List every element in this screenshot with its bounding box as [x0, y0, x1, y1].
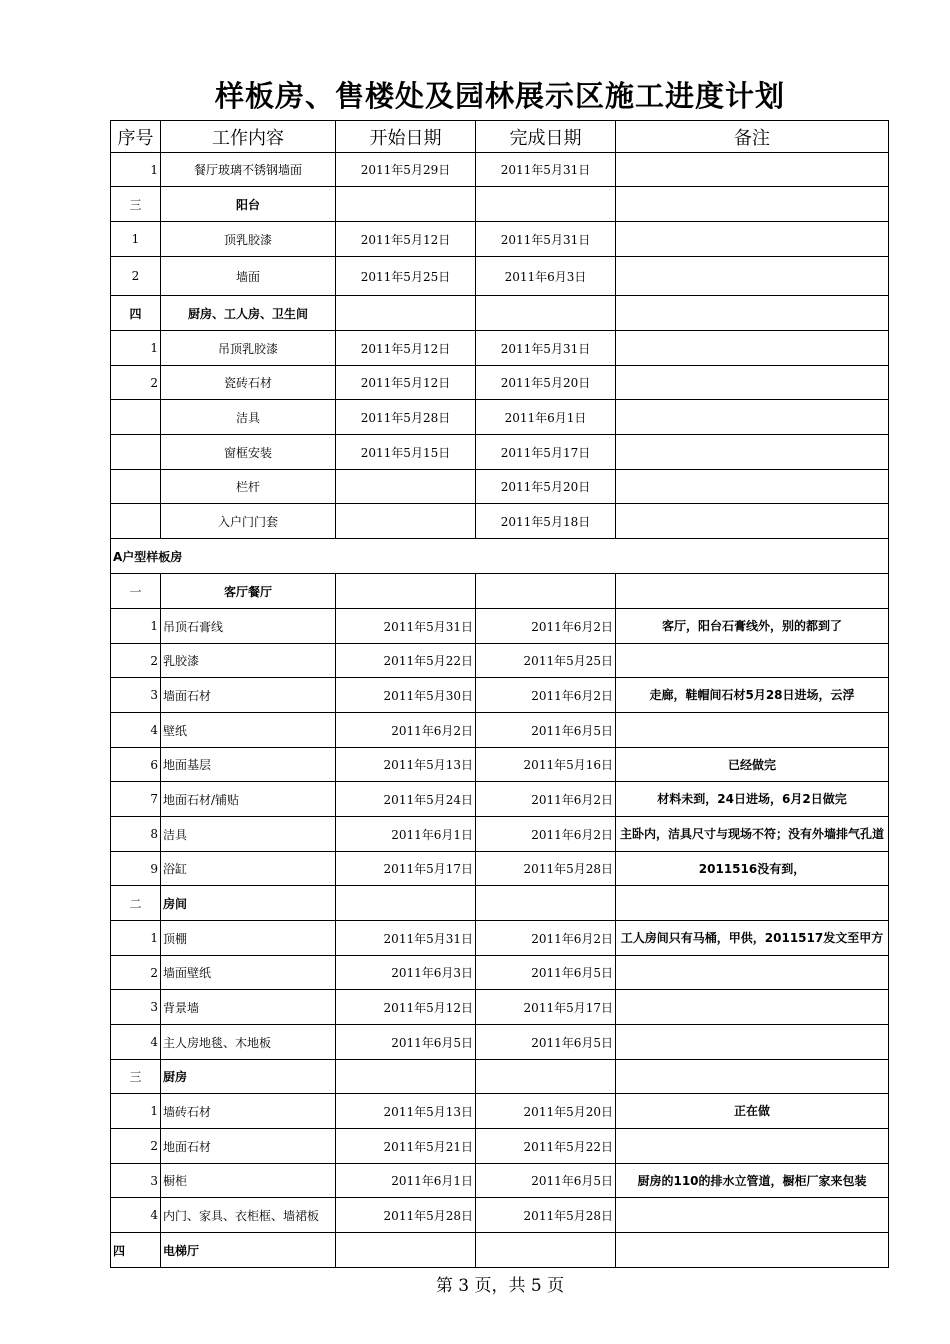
task-name: 餐厅玻璃不锈钢墙面	[161, 153, 336, 187]
start-date: 2011年5月31日	[336, 921, 476, 956]
end-date: 2011年6月2日	[476, 921, 616, 956]
start-date: 2011年5月17日	[336, 852, 476, 886]
start-date	[336, 886, 476, 921]
row-number	[111, 504, 161, 539]
task-name: 地面石材	[161, 1129, 336, 1164]
task-name: 洁具	[161, 817, 336, 852]
group-row	[111, 1233, 889, 1268]
row-number: 四	[111, 1233, 161, 1268]
table-row	[111, 817, 889, 852]
row-number: 6	[111, 748, 161, 782]
note	[616, 331, 889, 366]
start-date	[336, 296, 476, 331]
start-date: 2011年6月5日	[336, 1025, 476, 1060]
task-name: 背景墙	[161, 990, 336, 1025]
end-date: 2011年5月28日	[476, 852, 616, 886]
task-name: 地面石材/铺贴	[161, 782, 336, 817]
note: 2011516没有到，	[616, 852, 889, 886]
note	[616, 257, 889, 296]
task-name: 墙面壁纸	[161, 956, 336, 990]
note: 厨房的110的排水立管道，橱柜厂家来包装	[616, 1164, 889, 1198]
note: 已经做完	[616, 748, 889, 782]
section-label: A户型样板房	[111, 539, 889, 574]
start-date: 2011年5月12日	[336, 990, 476, 1025]
start-date: 2011年5月30日	[336, 678, 476, 713]
table-row	[111, 852, 889, 886]
row-number: 2	[111, 644, 161, 678]
page-footer: 第 3 页，共 5 页	[435, 1276, 565, 1296]
end-date: 2011年6月2日	[476, 678, 616, 713]
group-row	[111, 1060, 889, 1094]
start-date: 2011年5月28日	[336, 1198, 476, 1233]
table-row	[111, 1198, 889, 1233]
task-name: 顶乳胶漆	[161, 222, 336, 257]
task-name: 窗框安装	[161, 435, 336, 470]
note	[616, 886, 889, 921]
row-number: 9	[111, 852, 161, 886]
note: 客厅，阳台石膏线外，别的都到了	[616, 609, 889, 644]
row-number: 1	[111, 1094, 161, 1129]
end-date: 2011年5月20日	[476, 366, 616, 400]
group-row	[111, 187, 889, 222]
end-date: 2011年5月31日	[476, 331, 616, 366]
table-row	[111, 956, 889, 990]
header-task: 工作内容	[161, 121, 336, 153]
table-row	[111, 331, 889, 366]
table-row	[111, 921, 889, 956]
task-name: 墙砖石材	[161, 1094, 336, 1129]
end-date: 2011年5月20日	[476, 470, 616, 504]
task-name: 吊顶石膏线	[161, 609, 336, 644]
note	[616, 400, 889, 435]
start-date	[336, 470, 476, 504]
task-name: 主人房地毯、木地板	[161, 1025, 336, 1060]
note	[616, 1060, 889, 1094]
note	[616, 990, 889, 1025]
table-row	[111, 748, 889, 782]
row-number: 4	[111, 1025, 161, 1060]
schedule-table	[110, 120, 889, 1268]
start-date: 2011年5月31日	[336, 609, 476, 644]
task-name: 栏杆	[161, 470, 336, 504]
end-date: 2011年6月5日	[476, 1025, 616, 1060]
row-number	[111, 400, 161, 435]
end-date: 2011年5月31日	[476, 153, 616, 187]
row-number: 四	[111, 296, 161, 331]
task-name: 墙面石材	[161, 678, 336, 713]
task-name: 乳胶漆	[161, 644, 336, 678]
page-title: 样板房、售楼处及园林展示区施工进度计划	[214, 79, 785, 113]
row-number: 1	[111, 921, 161, 956]
table-row	[111, 435, 889, 470]
start-date	[336, 1233, 476, 1268]
table-row	[111, 1025, 889, 1060]
table-row	[111, 504, 889, 539]
end-date: 2011年5月31日	[476, 222, 616, 257]
note: 工人房间只有马桶，甲供，2011517发文至甲方	[616, 921, 889, 956]
note	[616, 644, 889, 678]
table-row	[111, 1094, 889, 1129]
task-name: 壁纸	[161, 713, 336, 748]
table-row	[111, 644, 889, 678]
table-row	[111, 1129, 889, 1164]
row-number: 1	[111, 153, 161, 187]
row-number: 8	[111, 817, 161, 852]
task-name: 洁具	[161, 400, 336, 435]
group-title: 厨房、工人房、卫生间	[161, 296, 336, 331]
row-number: 1	[111, 609, 161, 644]
row-number: 3	[111, 1164, 161, 1198]
group-title: 房间	[161, 886, 336, 921]
note	[616, 222, 889, 257]
start-date: 2011年6月2日	[336, 713, 476, 748]
end-date: 2011年5月28日	[476, 1198, 616, 1233]
table-row	[111, 257, 889, 296]
note	[616, 153, 889, 187]
task-name: 内门、家具、衣柜框、墙裙板	[161, 1198, 336, 1233]
start-date: 2011年5月13日	[336, 748, 476, 782]
note	[616, 504, 889, 539]
start-date: 2011年5月25日	[336, 257, 476, 296]
note	[616, 296, 889, 331]
group-title: 厨房	[161, 1060, 336, 1094]
header-note: 备注	[616, 121, 889, 153]
table-row	[111, 609, 889, 644]
end-date: 2011年6月2日	[476, 817, 616, 852]
end-date: 2011年5月16日	[476, 748, 616, 782]
end-date: 2011年6月2日	[476, 782, 616, 817]
start-date: 2011年5月21日	[336, 1129, 476, 1164]
row-number: 4	[111, 1198, 161, 1233]
header-start: 开始日期	[336, 121, 476, 153]
task-name: 顶棚	[161, 921, 336, 956]
table-row	[111, 153, 889, 187]
note	[616, 1233, 889, 1268]
note: 主卧内，洁具尺寸与现场不符；没有外墙排气孔道	[616, 817, 889, 852]
group-row	[111, 574, 889, 609]
table-header-row	[111, 121, 889, 153]
end-date	[476, 187, 616, 222]
group-title: 阳台	[161, 187, 336, 222]
start-date: 2011年5月12日	[336, 222, 476, 257]
row-number	[111, 470, 161, 504]
task-name: 入户门门套	[161, 504, 336, 539]
row-number: 3	[111, 678, 161, 713]
table-row	[111, 678, 889, 713]
group-row	[111, 296, 889, 331]
note: 走廊，鞋帽间石材5月28日进场，云浮	[616, 678, 889, 713]
start-date: 2011年5月29日	[336, 153, 476, 187]
end-date: 2011年6月5日	[476, 956, 616, 990]
table-row	[111, 713, 889, 748]
start-date: 2011年6月3日	[336, 956, 476, 990]
note	[616, 435, 889, 470]
end-date: 2011年6月3日	[476, 257, 616, 296]
row-number: 2	[111, 956, 161, 990]
row-number: 三	[111, 187, 161, 222]
table-row	[111, 1164, 889, 1198]
row-number: 4	[111, 713, 161, 748]
row-number	[111, 435, 161, 470]
group-row	[111, 886, 889, 921]
row-number: 7	[111, 782, 161, 817]
note	[616, 1198, 889, 1233]
note	[616, 713, 889, 748]
start-date	[336, 574, 476, 609]
note	[616, 956, 889, 990]
note: 材料未到，24日进场，6月2日做完	[616, 782, 889, 817]
end-date: 2011年6月2日	[476, 609, 616, 644]
task-name: 橱柜	[161, 1164, 336, 1198]
header-no: 序号	[111, 121, 161, 153]
start-date	[336, 1060, 476, 1094]
table-row	[111, 222, 889, 257]
note	[616, 187, 889, 222]
table-row	[111, 470, 889, 504]
group-title: 电梯厅	[161, 1233, 336, 1268]
start-date: 2011年6月1日	[336, 817, 476, 852]
note	[616, 574, 889, 609]
end-date: 2011年5月22日	[476, 1129, 616, 1164]
end-date: 2011年6月5日	[476, 1164, 616, 1198]
start-date: 2011年5月12日	[336, 366, 476, 400]
end-date: 2011年5月25日	[476, 644, 616, 678]
table-row	[111, 990, 889, 1025]
note: 正在做	[616, 1094, 889, 1129]
header-end: 完成日期	[476, 121, 616, 153]
end-date	[476, 574, 616, 609]
note	[616, 1025, 889, 1060]
row-number: 三	[111, 1060, 161, 1094]
row-number: 1	[111, 222, 161, 257]
task-name: 墙面	[161, 257, 336, 296]
row-number: 1	[111, 331, 161, 366]
note	[616, 470, 889, 504]
start-date: 2011年5月15日	[336, 435, 476, 470]
start-date: 2011年5月24日	[336, 782, 476, 817]
start-date: 2011年5月22日	[336, 644, 476, 678]
task-name: 地面基层	[161, 748, 336, 782]
start-date: 2011年5月12日	[336, 331, 476, 366]
row-number: 2	[111, 1129, 161, 1164]
end-date: 2011年5月18日	[476, 504, 616, 539]
table-row	[111, 782, 889, 817]
row-number: 二	[111, 886, 161, 921]
row-number: 2	[111, 366, 161, 400]
note	[616, 1129, 889, 1164]
end-date: 2011年5月20日	[476, 1094, 616, 1129]
end-date: 2011年6月1日	[476, 400, 616, 435]
task-name: 瓷砖石材	[161, 366, 336, 400]
end-date	[476, 1060, 616, 1094]
row-number: 3	[111, 990, 161, 1025]
start-date: 2011年5月28日	[336, 400, 476, 435]
end-date: 2011年5月17日	[476, 435, 616, 470]
end-date: 2011年6月5日	[476, 713, 616, 748]
end-date	[476, 296, 616, 331]
end-date: 2011年5月17日	[476, 990, 616, 1025]
table-row	[111, 366, 889, 400]
start-date	[336, 187, 476, 222]
start-date: 2011年6月1日	[336, 1164, 476, 1198]
section-row	[111, 539, 889, 574]
group-title: 客厅餐厅	[161, 574, 336, 609]
note	[616, 366, 889, 400]
row-number: 2	[111, 257, 161, 296]
end-date	[476, 886, 616, 921]
start-date	[336, 504, 476, 539]
start-date: 2011年5月13日	[336, 1094, 476, 1129]
task-name: 吊顶乳胶漆	[161, 331, 336, 366]
end-date	[476, 1233, 616, 1268]
task-name: 浴缸	[161, 852, 336, 886]
table-body	[111, 153, 889, 1268]
table-row	[111, 400, 889, 435]
row-number: 一	[111, 574, 161, 609]
